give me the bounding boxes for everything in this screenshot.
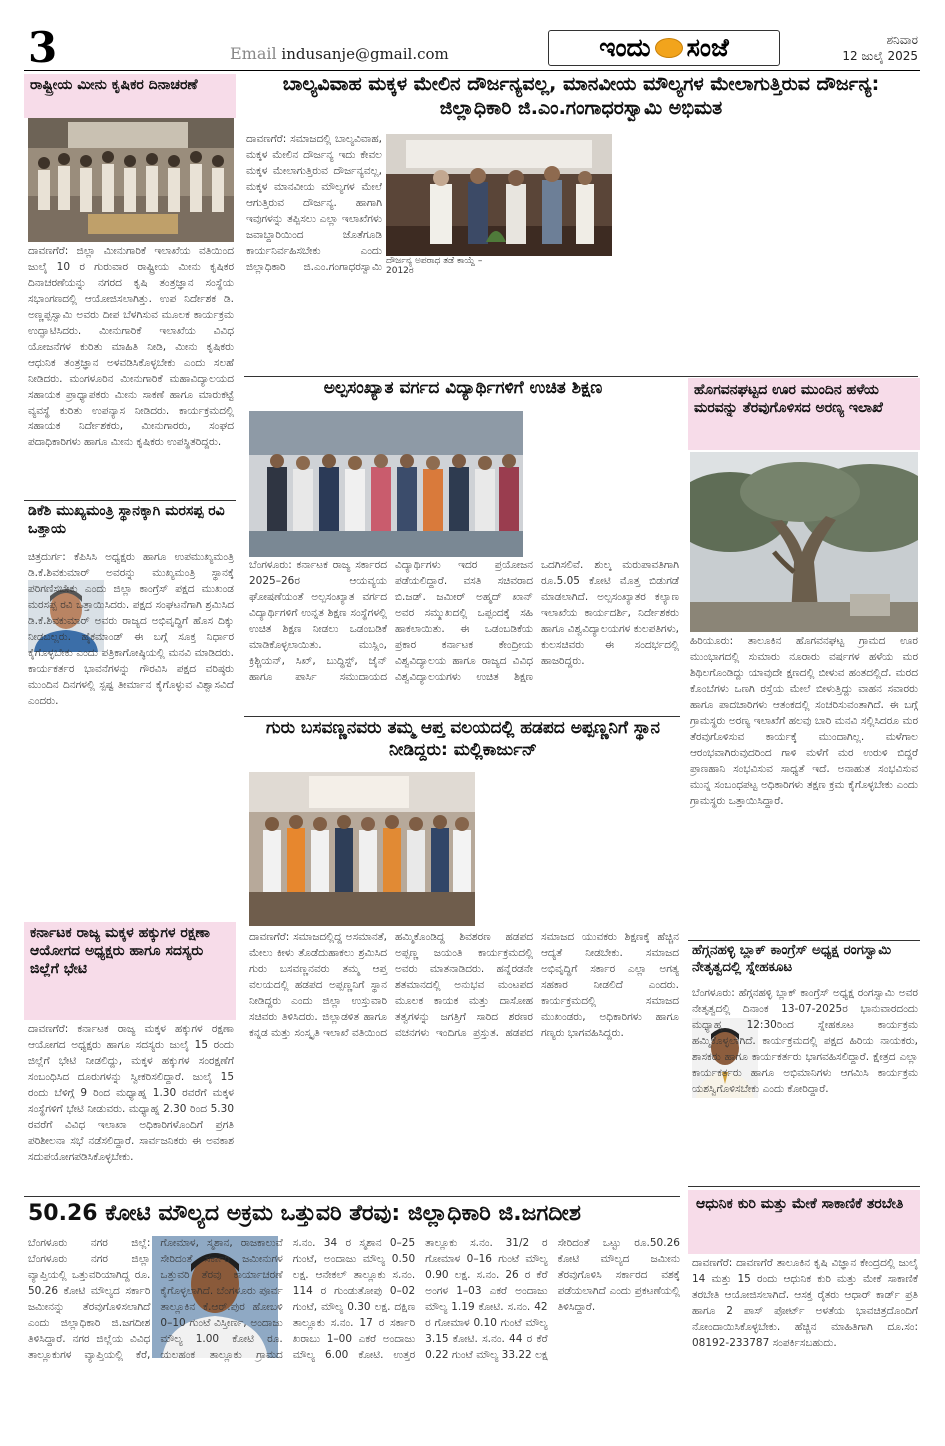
child-marriage-body-right [614,132,916,274]
page-number: 3 [28,23,58,72]
sheep-headline-box [688,1190,920,1254]
sheep-headline: ಆಧುನಿಕ ಕುರಿ ಮತ್ತು ಮೇಕೆ ಸಾಕಾಣಿಕೆ ತರಬೇತಿ [696,1196,904,1212]
rule-bottom [24,1196,680,1197]
basavanna-body-top [481,772,677,926]
child-rights-headline: ಕರ್ನಾಟಕ ರಾಜ್ಯ ಮಕ್ಕಳ ಹಕ್ಕುಗಳ ರಕ್ಷಣಾ ಆಯೋಗದ ಅಧ್ಯಕ್ಷರು ಹಾಗೂ ಸದಸ್ಯರು ಜಿಲ್ಲೆಗೆ ಭೇಟಿ [30,925,210,977]
child-rights-headline-box [24,922,236,1020]
day-label: ಶನಿವಾರ [886,33,918,47]
rule-center-1 [244,376,918,377]
basavanna-headline: ಗುರು ಬಸವಣ್ಣನವರು ತಮ್ಮ ಆಪ್ತ ವಲಯದಲ್ಲಿ ಹಡಪದ ಅಪ್ಪಣ್ಣನಿಗೆ ಸ್ಥಾನ ನೀಡಿದ್ದರು: ಮಲ್ಲಿಕಾರ್ಜುನ್ [266,718,660,760]
fish-day-headline: ರಾಷ್ಟ್ರೀಯ ಮೀನು ಕೃಷಿಕರ ದಿನಾಚರಣೆ [30,77,198,93]
masthead-right: ಸಂಜೆ [686,33,729,62]
minority-photo [249,411,523,557]
hegganahalli-body: ಬೆಂಗಳೂರು: ಹೆಗ್ಗನಹಳ್ಳಿ ಬ್ಲಾಕ್ ಕಾಂಗ್ರೆಸ್ ಅಧ್ಯಕ್ಷ ರಂಗಸ್ವಾಮಿ ಅವರ ನೇತೃತ್ವದಲ್ಲಿ ದಿನಾಂಕ 13-07-2025ರ ಭಾನುವಾರದಂದು ಮಧ್ಯಾಹ್ನ 12:30ರಿಂದ ಸ್ನೇಹಕೂಟ ಕಾರ್ಯಕ್ರಮ ಹಮ್ಮಿಕೊಳ್ಳಲಾಗಿದೆ. ಕಾರ್ಯಕ್ರಮದಲ್ಲಿ ಪಕ್ಷದ ಹಿರಿಯ ನಾಯಕರು, ಶಾಸಕರು ಹಾಗೂ ಕಾರ್ಯಕರ್ತರು ಭಾಗವಹಿಸಲಿದ್ದಾರೆ. ಕ್ಷೇತ್ರದ ಎಲ್ಲಾ ಕಾರ್ಯಕರ್ತರು ಹಾಗೂ ಅಭಿಮಾನಿಗಳು ಆಗಮಿಸಿ ಕಾರ್ಯಕ್ರಮ ಯಶಸ್ವಿಗೊಳಿಸಬೇಕು ಎಂದು ಕೋರಿದ್ದಾರೆ. [692,987,918,1095]
dks-body: ಚಿತ್ರದುರ್ಗ: ಕೆಪಿಸಿಸಿ ಅಧ್ಯಕ್ಷರು ಹಾಗೂ ಉಪಮುಖ್ಯಮಂತ್ರಿ ಡಿ.ಕೆ.ಶಿವಕುಮಾರ್ ಅವರನ್ನು ಮುಖ್ಯಮಂತ್ರಿ ಸ್ಥಾನಕ್ಕೆ ಪರಿಗಣಿಸಬೇಕು ಎಂದು ಜಿಲ್ಲಾ ಕಾಂಗ್ರೆಸ್ ಪಕ್ಷದ ಮುಖಂಡ ಮರಸಪ್ಪ ರವಿ ಒತ್ತಾಯಿಸಿದರು. ಪಕ್ಷದ ಸಂಘಟನೆಗಾಗಿ ಶ್ರಮಿಸಿದ ಡಿ.ಕೆ.ಶಿವಕುಮಾರ್ ಅವರು ರಾಜ್ಯದ ಅಭಿವೃದ್ಧಿಗೆ ಹೊಸ ದಿಕ್ಕು ನೀಡಬಲ್ಲರು. ಹೈಕಮಾಂಡ್ ಈ ಬಗ್ಗೆ ಸೂಕ್ತ ನಿರ್ಧಾರ ಕೈಗೊಳ್ಳಬೇಕು ಎಂದು ಪತ್ರಿಕಾಗೋಷ್ಠಿಯಲ್ಲಿ ಮನವಿ ಮಾಡಿದರು. ಕಾರ್ಯಕರ್ತರ ಭಾವನೆಗಳನ್ನು ಗೌರವಿಸಿ ಪಕ್ಷದ ವರಿಷ್ಠರು ಮುಂದಿನ ದಿನಗಳಲ್ಲಿ ಸ್ಪಷ್ಟ ತೀರ್ಮಾನ ಕೈಗೊಳ್ಳುವ ವಿಶ್ವಾಸವಿದೆ ಎಂದರು. [28,551,234,707]
child-marriage-body-lower [246,276,916,358]
child-marriage-body-col1: ದಾವಣಗೆರೆ: ಸಮಾಜದಲ್ಲಿ ಬಾಲ್ಯವಿವಾಹ, ಮಕ್ಕಳ ಮೇಲಿನ ದೌರ್ಜನ್ಯ ಇದು ಕೇವಲ ಮಕ್ಕಳ ಮೇಲಾಗುತ್ತಿರುವ ದೌರ್ಜನ್ಯವಲ್ಲ, ಮಕ್ಕಳ ಮಾನವೀಯ ಮೌಲ್ಯಗಳ ಮೇಲೆ ಆಗುತ್ತಿರುವ ದೌರ್ಜನ್ಯ. ಹಾಗಾಗಿ ಇವುಗಳನ್ನು ತಪ್ಪಿಸಲು ಎಲ್ಲಾ ಇಲಾಖೆಗಳು ಜವಾಬ್ದಾರಿಯಿಂದ ಜೊತೆಗೂಡಿ ಕಾರ್ಯನಿರ್ವಹಿಸಬೇಕು ಎಂದು ಜಿಲ್ಲಾಧಿಕಾರಿ ಜಿ.ಎಂ.ಗಂಗಾಧರಸ್ವಾಮಿ [246,133,382,273]
banyan-photo [690,452,918,632]
dks-headline: ಡಿಕೆಶಿ ಮುಖ್ಯಮಂತ್ರಿ ಸ್ಥಾನಕ್ಕಾಗಿ ಮರಸಪ್ಪ ರವಿ ಒತ್ತಾಯ [28,503,225,537]
basavanna-photo [249,772,475,926]
masthead-left: ಇಂದು [599,33,651,62]
banyan-headline: ಹೊಗವನಘಟ್ಟದ ಊರ ಮುಂದಿನ ಹಳೆಯ ಮರವನ್ನು ತೆರವುಗೊಳಿಸದ ಅರಣ್ಯ ಇಲಾಖೆ [694,382,883,416]
minority-body: ಬೆಂಗಳೂರು: ಕರ್ನಾಟಕ ರಾಜ್ಯ ಸರ್ಕಾರದ 2025–26ರ ಆಯವ್ಯಯ ಘೋಷಣೆಯಂತೆ ಅಲ್ಪಸಂಖ್ಯಾತ ವರ್ಗದ ವಿದ್ಯಾರ್ಥಿಗಳಿಗೆ ಉನ್ನತ ಶಿಕ್ಷಣ ಸಂಸ್ಥೆಗಳಲ್ಲಿ ಉಚಿತ ಶಿಕ್ಷಣ ನೀಡಲು ಒಡಂಬಡಿಕೆ ಮಾಡಿಕೊಳ್ಳಲಾಯಿತು. ಮುಸ್ಲಿಂ, ಕ್ರಿಶ್ಚಿಯನ್, ಸಿಖ್, ಬುದ್ಧಿಸ್ಟ್, ಜೈನ್ ಹಾಗೂ ಪಾರ್ಸಿ ಸಮುದಾಯದ ವಿದ್ಯಾರ್ಥಿಗಳು ಇದರ ಪ್ರಯೋಜನ ಪಡೆಯಲಿದ್ದಾರೆ. ವಸತಿ ಸಚಿವರಾದ ಬಿ.ಜಡ್. ಜಮೀರ್ ಅಹ್ಮದ್ ಖಾನ್ ಅವರ ಸಮ್ಮುಖದಲ್ಲಿ ಒಪ್ಪಂದಕ್ಕೆ ಸಹಿ ಹಾಕಲಾಯಿತು. ಈ ಒಡಂಬಡಿಕೆಯ ಪ್ರಕಾರ ಕರ್ನಾಟಕ ಕೇಂದ್ರೀಯ ವಿಶ್ವವಿದ್ಯಾಲಯ ಹಾಗೂ ರಾಜ್ಯದ ವಿವಿಧ ವಿಶ್ವವಿದ್ಯಾಲಯಗಳು ಉಚಿತ ಶಿಕ್ಷಣ ಒದಗಿಸಲಿವೆ. ಶುಲ್ಕ ಮರುಪಾವತಿಗಾಗಿ ರೂ.5.05 ಕೋಟಿ ಮೊತ್ತ ಬಿಡುಗಡೆ ಮಾಡಲಾಗಿದೆ. ಅಲ್ಪಸಂಖ್ಯಾತರ ಕಲ್ಯಾಣ ಇಲಾಖೆಯ ಕಾರ್ಯದರ್ಶಿ, ನಿರ್ದೇಶಕರು ಹಾಗೂ ವಿಶ್ವವಿದ್ಯಾಲಯಗಳ ಕುಲಪತಿಗಳು, ಕುಲಸಚಿವರು ಈ ಸಂದರ್ಭದಲ್ಲಿ ಹಾಜರಿದ್ದರು. [249,559,679,683]
sheep-body: ದಾವಣಗೆರೆ: ದಾವಣಗೆರೆ ತಾಲೂಕಿನ ಕೃಷಿ ವಿಜ್ಞಾನ ಕೇಂದ್ರದಲ್ಲಿ ಜುಲೈ 14 ಮತ್ತು 15 ರಂದು ಆಧುನಿಕ ಕುರಿ ಮತ್ತು ಮೇಕೆ ಸಾಕಾಣಿಕೆ ತರಬೇತಿ ಆಯೋಜಿಸಲಾಗಿದೆ. ಆಸಕ್ತ ರೈತರು ಆಧಾರ್ ಕಾರ್ಡ್ ಪ್ರತಿ ಹಾಗೂ 2 ಪಾಸ್ ಪೋರ್ಟ್ ಅಳತೆಯ ಭಾವಚಿತ್ರದೊಂದಿಗೆ ನೋಂದಾಯಿಸಿಕೊಳ್ಳಬೇಕು. ಹೆಚ್ಚಿನ ಮಾಹಿತಿಗಾಗಿ ದೂ.ಸಂ: 08192-233787 ಸಂಪರ್ಕಿಸಬಹುದು. [692,1257,918,1349]
minority-headline: ಅಲ್ಪಸಂಖ್ಯಾತ ವರ್ಗದ ವಿದ್ಯಾರ್ಥಿಗಳಿಗೆ ಉಚಿತ ಶಿಕ್ಷಣ [323,378,603,398]
rule-right-2 [688,1186,920,1187]
dateline [800,32,918,64]
email-line [230,44,449,63]
email-label: Email [230,44,277,63]
rule-left-1 [24,500,236,501]
fish-day-photo [28,118,234,242]
basavanna-body: ದಾವಣಗೆರೆ: ಸಮಾಜದಲ್ಲಿದ್ದ ಅಸಮಾನತೆ, ಮೇಲು ಕೀಳು ತೊಡೆದುಹಾಕಲು ಶ್ರಮಿಸಿದ ಗುರು ಬಸವಣ್ಣನವರು ತಮ್ಮ ಆಪ್ತ ವಲಯದಲ್ಲಿ ಹಡಪದ ಅಪ್ಪಣ್ಣನಿಗೆ ಸ್ಥಾನ ನೀಡಿದ್ದರು ಎಂದು ಜಿಲ್ಲಾ ಉಸ್ತುವಾರಿ ಸಚಿವರು ತಿಳಿಸಿದರು. ಜಿಲ್ಲಾಡಳಿತ ಹಾಗೂ ಕನ್ನಡ ಮತ್ತು ಸಂಸ್ಕೃತಿ ಇಲಾಖೆ ವತಿಯಿಂದ ಹಮ್ಮಿಕೊಂಡಿದ್ದ ಶಿವಶರಣ ಹಡಪದ ಅಪ್ಪಣ್ಣ ಜಯಂತಿ ಕಾರ್ಯಕ್ರಮದಲ್ಲಿ ಅವರು ಮಾತನಾಡಿದರು. ಹನ್ನೆರಡನೇ ಶತಮಾನದಲ್ಲಿ ಅನುಭವ ಮಂಟಪದ ಮೂಲಕ ಕಾಯಕ ಮತ್ತು ದಾಸೋಹ ತತ್ವಗಳನ್ನು ಜಗತ್ತಿಗೆ ಸಾರಿದ ಶರಣರ ವಚನಗಳು ಇಂದಿಗೂ ಪ್ರಸ್ತುತ. ಹಡಪದ ಸಮಾಜದ ಯುವಕರು ಶಿಕ್ಷಣಕ್ಕೆ ಹೆಚ್ಚಿನ ಆದ್ಯತೆ ನೀಡಬೇಕು. ಸಮಾಜದ ಅಭಿವೃದ್ಧಿಗೆ ಸರ್ಕಾರ ಎಲ್ಲಾ ಅಗತ್ಯ ಸಹಕಾರ ನೀಡಲಿದೆ ಎಂದರು. ಕಾರ್ಯಕ್ರಮದಲ್ಲಿ ಸಮಾಜದ ಮುಖಂಡರು, ಅಧಿಕಾರಿಗಳು ಹಾಗೂ ಗಣ್ಯರು ಭಾಗವಹಿಸಿದ್ದರು. [249,931,679,1039]
banyan-headline-box [688,378,920,450]
rule-right-1 [688,940,920,941]
email-address[interactable]: indusanje@gmail.com [281,45,449,63]
banyan-body: ಹಿರಿಯೂರು: ತಾಲೂಕಿನ ಹೊಗವನಘಟ್ಟ ಗ್ರಾಮದ ಊರ ಮುಂಭಾಗದಲ್ಲಿ ಸುಮಾರು ನೂರಾರು ವರ್ಷಗಳ ಹಳೆಯ ಮರ ಶಿಥಿಲಗೊಂಡಿದ್ದು ಯಾವುದೇ ಕ್ಷಣದಲ್ಲಿ ಬೀಳುವ ಹಂತದಲ್ಲಿದೆ. ಮರದ ಕೊಂಬೆಗಳು ಒಣಗಿ ರಸ್ತೆಯ ಮೇಲೆ ಬೀಳುತ್ತಿದ್ದು ವಾಹನ ಸವಾರರು ಹಾಗೂ ಪಾದಚಾರಿಗಳು ಆತಂಕದಲ್ಲಿ ಸಂಚರಿಸುವಂತಾಗಿದೆ. ಈ ಬಗ್ಗೆ ಗ್ರಾಮಸ್ಥರು ಅರಣ್ಯ ಇಲಾಖೆಗೆ ಹಲವು ಬಾರಿ ಮನವಿ ಸಲ್ಲಿಸಿದರೂ ಮರ ತೆರವುಗೊಳಿಸುವ ಕಾರ್ಯಕ್ಕೆ ಮುಂದಾಗಿಲ್ಲ. ಮಳೆಗಾಲ ಆರಂಭವಾಗಿರುವುದರಿಂದ ಗಾಳಿ ಮಳೆಗೆ ಮರ ಉರುಳಿ ಬಿದ್ದರೆ ಪ್ರಾಣಹಾನಿ ಸಂಭವಿಸುವ ಸಾಧ್ಯತೆ ಇದೆ. ಅನಾಹುತ ಸಂಭವಿಸುವ ಮುನ್ನ ಸಂಬಂಧಪಟ್ಟ ಅಧಿಕಾರಿಗಳು ತಕ್ಷಣ ಕ್ರಮ ಕೈಗೊಳ್ಳಬೇಕು ಎಂದು ಗ್ರಾಮಸ್ಥರು ಒತ್ತಾಯಿಸಿದ್ದಾರೆ. [690,635,918,807]
child-marriage-headline: ಬಾಲ್ಯವಿವಾಹ ಮಕ್ಕಳ ಮೇಲಿನ ದೌರ್ಜನ್ಯವಲ್ಲ, ಮಾನವೀಯ ಮೌಲ್ಯಗಳ ಮೇಲಾಗುತ್ತಿರುವ ದೌರ್ಜನ್ಯ: ಜಿಲ್ಲಾಧಿಕಾರಿ ಜಿ.ಎಂ.ಗಂಗಾಧರಸ್ವಾಮಿ ಅಭಿಮತ [282,73,880,120]
child-marriage-photo [386,134,612,256]
child-marriage-caption: ದೌರ್ಜನ್ಯ ಅಪರಾಧ ತಡೆ ಕಾಯ್ದೆ – 2012ರ [386,256,483,276]
sun-icon [655,38,683,58]
header-divider [24,70,920,71]
child-rights-body: ದಾವಣಗೆರೆ: ಕರ್ನಾಟಕ ರಾಜ್ಯ ಮಕ್ಕಳ ಹಕ್ಕುಗಳ ರಕ್ಷಣಾ ಆಯೋಗದ ಅಧ್ಯಕ್ಷರು ಹಾಗೂ ಸದಸ್ಯರು ಜುಲೈ 15 ರಂದು ಜಿಲ್ಲೆಗೆ ಭೇಟಿ ನೀಡಲಿದ್ದು, ಮಕ್ಕಳ ಹಕ್ಕುಗಳ ಸಂರಕ್ಷಣೆಗೆ ಸಂಬಂಧಿಸಿದ ದೂರುಗಳನ್ನು ಸ್ವೀಕರಿಸಲಿದ್ದಾರೆ. ಜುಲೈ 15 ರಂದು ಬೆಳಿಗ್ಗೆ 9 ರಿಂದ ಮಧ್ಯಾಹ್ನ 1.30 ರವರೆಗೆ ಮಕ್ಕಳ ಸಂಸ್ಥೆಗಳಿಗೆ ಭೇಟಿ ನೀಡುವರು. ಮಧ್ಯಾಹ್ನ 2.30 ರಿಂದ 5.30 ರವರೆಗೆ ವಿವಿಧ ಇಲಾಖಾ ಅಧಿಕಾರಿಗಳೊಂದಿಗೆ ಪ್ರಗತಿ ಪರಿಶೀಲನಾ ಸಭೆ ನಡೆಸಲಿದ್ದಾರೆ. ಸಾರ್ವಜನಿಕರು ಈ ಅವಕಾಶ ಸದುಪಯೋಗಪಡಿಸಿಕೊಳ್ಳಬೇಕು. [28,1023,234,1163]
fish-day-body: ದಾವಣಗೆರೆ: ಜಿಲ್ಲಾ ಮೀನುಗಾರಿಕೆ ಇಲಾಖೆಯ ವತಿಯಿಂದ ಜುಲೈ 10 ರ ಗುರುವಾರ ರಾಷ್ಟ್ರೀಯ ಮೀನು ಕೃಷಿಕರ ದಿನಾಚರಣೆಯನ್ನು ನಗರದ ಕೃಷಿ ತಂತ್ರಜ್ಞಾನ ಸಂಸ್ಥೆಯ ಸಭಾಂಗಣದಲ್ಲಿ ಆಯೋಜಿಸಲಾಗಿತ್ತು. ಉಪ ನಿರ್ದೇಶಕ ಡಿ. ಅಣ್ಣಪ್ಪಸ್ವಾಮಿ ಅವರು ದೀಪ ಬೆಳಗಿಸುವ ಮೂಲಕ ಕಾರ್ಯಕ್ರಮ ಉದ್ಘಾಟಿಸಿದರು. ಮೀನುಗಾರಿಕೆ ಇಲಾಖೆಯ ವಿವಿಧ ಯೋಜನೆಗಳ ಕುರಿತು ಮಾಹಿತಿ ನೀಡಿ, ಮೀನು ಕೃಷಿಕರು ಆಧುನಿಕ ತಂತ್ರಜ್ಞಾನ ಅಳವಡಿಸಿಕೊಳ್ಳಬೇಕು ಎಂದು ಸಲಹೆ ನೀಡಿದರು. ಮಂಗಳೂರಿನ ಮೀನುಗಾರಿಕೆ ಮಹಾವಿದ್ಯಾಲಯದ ಸಹಾಯಕ ಪ್ರಾಧ್ಯಾಪಕರು ಮೀನು ಸಾಕಣೆ ಹಾಗೂ ಮಾರುಕಟ್ಟೆ ವ್ಯವಸ್ಥೆ ಕುರಿತು ಉಪನ್ಯಾಸ ನೀಡಿದರು. ಕಾರ್ಯಕ್ರಮದಲ್ಲಿ ಸಹಾಯಕ ನಿರ್ದೇಶಕರು, ಮೀನುಗಾರರು, ಸಂಘದ ಪದಾಧಿಕಾರಿಗಳು ಹಾಗೂ ಮೀನು ಕೃಷಿಕರು ಉಪಸ್ಥಿತರಿದ್ದರು. [28,245,234,449]
encroachment-body: ಬೆಂಗಳೂರು ನಗರ ಜಿಲ್ಲೆ: ಬೆಂಗಳೂರು ನಗರ ಜಿಲ್ಲಾ ವ್ಯಾಪ್ತಿಯಲ್ಲಿ ಒತ್ತುವರಿಯಾಗಿದ್ದ ರೂ. 50.26 ಕೋಟಿ ಮೌಲ್ಯದ ಸರ್ಕಾರಿ ಜಮೀನನ್ನು ತೆರವುಗೊಳಿಸಲಾಗಿದೆ ಎಂದು ಜಿಲ್ಲಾಧಿಕಾರಿ ಜಿ.ಜಗದೀಶ ತಿಳಿಸಿದ್ದಾರೆ. ನಗರ ಜಿಲ್ಲೆಯ ವಿವಿಧ ತಾಲ್ಲೂಕುಗಳ ವ್ಯಾಪ್ತಿಯಲ್ಲಿ ಕೆರೆ, ಗೋಮಾಳ, ಸ್ಮಶಾನ, ರಾಜಕಾಲುವೆ ಸೇರಿದಂತೆ ಸರ್ಕಾರಿ ಜಮೀನುಗಳ ಒತ್ತುವರಿ ತೆರವು ಕಾರ್ಯಾಚರಣೆ ಕೈಗೊಳ್ಳಲಾಗಿದೆ. ಬೆಂಗಳೂರು ಪೂರ್ವ ತಾಲ್ಲೂಕಿನ ಕೆ.ಆರ್.ಪುರ ಹೋಬಳಿ 0–10 ಗುಂಟೆ ವಿಸ್ತೀರ್ಣ, ಅಂದಾಜು ಮೌಲ್ಯ 1.00 ಕೋಟಿ ರೂ. ಯಲಹಂಕ ತಾಲ್ಲೂಕು ಗ್ರಾಮದ ಸ.ನಂ. 34 ರ ಸ್ಮಶಾನ 0–25 ಗುಂಟೆ, ಅಂದಾಜು ಮೌಲ್ಯ 0.50 ಲಕ್ಷ. ಆನೇಕಲ್ ತಾಲ್ಲೂಕು ಸ.ನಂ. 114 ರ ಗುಂಡುತೋಪು 0–02 ಗುಂಟೆ, ಮೌಲ್ಯ 0.30 ಲಕ್ಷ. ದಕ್ಷಿಣ ತಾಲ್ಲೂಕು ಸ.ನಂ. 17 ರ ಸರ್ಕಾರಿ ಖರಾಬು 1–00 ಎಕರೆ ಅಂದಾಜು ಮೌಲ್ಯ 6.00 ಕೋಟಿ. ಉತ್ತರ ತಾಲ್ಲೂಕು ಸ.ನಂ. 31/2 ರ ಗೋಮಾಳ 0–16 ಗುಂಟೆ ಮೌಲ್ಯ 0.90 ಲಕ್ಷ. ಸ.ನಂ. 26 ರ ಕೆರೆ ಅಂಗಳ 1–03 ಎಕರೆ ಅಂದಾಜು ಮೌಲ್ಯ 1.19 ಕೋಟಿ. ಸ.ನಂ. 42 ರ ಗೋಮಾಳ 0.10 ಗುಂಟೆ ಮೌಲ್ಯ 3.15 ಕೋಟಿ. ಸ.ನಂ. 44 ರ ಕೆರೆ 0.22 ಗುಂಟೆ ಮೌಲ್ಯ 33.22 ಲಕ್ಷ ಸೇರಿದಂತೆ ಒಟ್ಟು ರೂ.50.26 ಕೋಟಿ ಮೌಲ್ಯದ ಜಮೀನು ತೆರವುಗೊಳಿಸಿ ಸರ್ಕಾರದ ವಶಕ್ಕೆ ಪಡೆಯಲಾಗಿದೆ ಎಂದು ಪ್ರಕಟಣೆಯಲ್ಲಿ ತಿಳಿಸಿದ್ದಾರೆ. [28,1237,680,1361]
hegganahalli-headline: ಹೆಗ್ಗನಹಳ್ಳಿ ಬ್ಲಾಕ್ ಕಾಂಗ್ರೆಸ್ ಅಧ್ಯಕ್ಷ ರಂಗಸ್ವಾಮಿ ನೇತೃತ್ವದಲ್ಲಿ ಸ್ನೇಹಕೂಟ [692,942,892,976]
date-label: 12 ಜುಲೈ 2025 [842,49,918,64]
fish-day-headline-box [24,74,236,118]
encroachment-headline: 50.26 ಕೋಟಿ ಮೌಲ್ಯದ ಅಕ್ರಮ ಒತ್ತುವರಿ ತೆರವು: ಜಿಲ್ಲಾಧಿಕಾರಿ ಜಿ.ಜಗದೀಶ [28,1201,581,1226]
masthead-logo [548,30,780,66]
rule-center-2 [244,716,680,717]
minority-body-top [527,411,677,555]
